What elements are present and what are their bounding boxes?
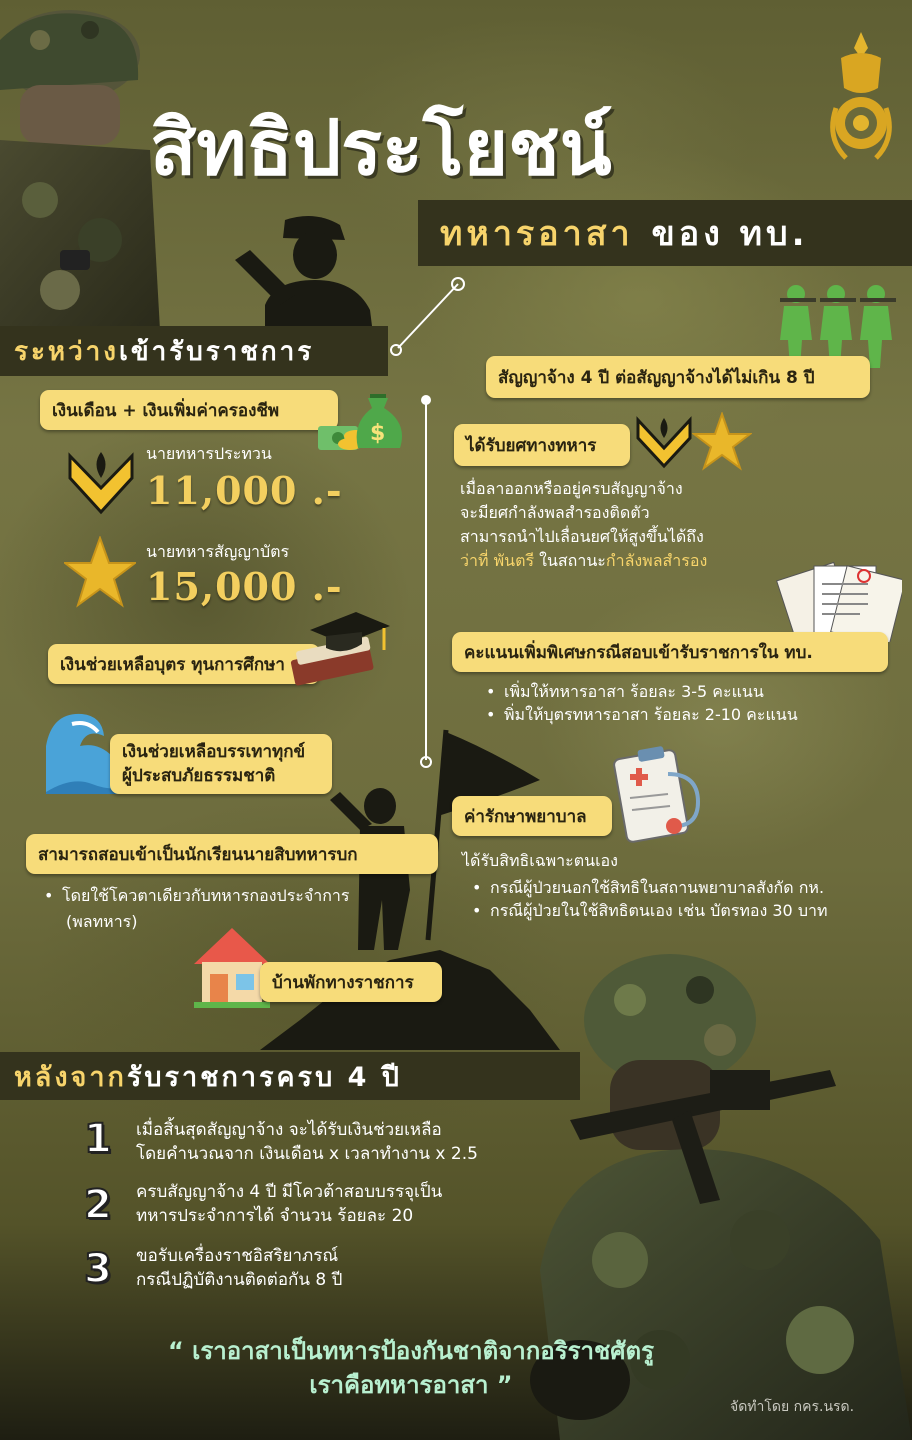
- rank-text-status: ในสถานะ: [534, 551, 606, 570]
- footer-quote-line-1: “ เราอาสาเป็นทหารป้องกันชาติจากอริราชศัตรู: [168, 1337, 654, 1365]
- military-rank-label: ได้รับยศทางทหาร: [454, 424, 630, 466]
- rank-text-2: จะมียศกำลังพลสำรองติดตัว: [460, 503, 650, 522]
- medical-clipboard-icon: [608, 744, 708, 844]
- nco-bullet-2: (พลทหาร): [66, 912, 138, 931]
- chevron-rank-icon: [634, 414, 694, 472]
- step-1-line-2: โดยคำนวณจาก เงินเดือน x เวลาทำงาน x 2.5: [136, 1144, 478, 1164]
- medical-bullet-2: • กรณีผู้ป่วยในใช้สิทธิตนเอง เช่น บัตรทอง 30 บาท: [468, 899, 828, 922]
- svg-text:$: $: [370, 421, 386, 446]
- star-rank-icon: [64, 536, 136, 608]
- step-3-line-2: กรณีปฏิบัติงานติดต่อกัน 8 ปี: [136, 1270, 343, 1290]
- during-heading-b: เข้ารับราชการ: [118, 336, 315, 367]
- score-bullets: [482, 680, 798, 726]
- footer-quote-line-2: เราคือทหารอาสา ”: [309, 1371, 513, 1399]
- nco-bullets: [40, 884, 350, 907]
- score-label: คะแนนเพิ่มพิเศษกรณีสอบเข้ารับราชการใน ทบ.: [452, 632, 888, 672]
- contract-label: สัญญาจ้าง 4 ปี ต่อสัญญาจ้างได้ไม่เกิน 8 ปี: [486, 356, 870, 398]
- step-2-number: 2: [84, 1182, 112, 1228]
- nco-exam-label: สามารถสอบเข้าเป็นนักเรียนนายสิบทหารบก: [26, 834, 438, 874]
- medical-bullet-1: • กรณีผู้ป่วยนอกใช้สิทธิในสถานพยาบาลสังกัด กห.: [468, 876, 828, 899]
- money-bag-icon: [318, 378, 408, 458]
- rank1-amount: 11,000 .-: [146, 468, 343, 513]
- subtitle-band: [418, 200, 912, 266]
- score-bullet-1: • เพิ่มให้ทหารอาสา ร้อยละ 3-5 คะแนน: [482, 680, 798, 703]
- score-bullet-2: • พิ่มให้บุตรทหารอาสา ร้อยละ 2-10 คะแนน: [482, 703, 798, 726]
- subtitle-army: ของ ทบ.: [651, 214, 809, 254]
- step-1-line-1: เมื่อสิ้นสุดสัญญาจ้าง จะได้รับเงินช่วยเหลือ: [136, 1120, 442, 1140]
- soldier-photo-top-left: [0, 0, 160, 330]
- star-rank-icon: [692, 412, 752, 472]
- documents-icon: [776, 560, 902, 642]
- rank-text-3: สามารถนำไปเลื่อนยศให้สูงขึ้นได้ถึง: [460, 527, 704, 546]
- step-1-number: 1: [84, 1116, 112, 1162]
- step-2-line-2: ทหารประจำการได้ จำนวน ร้อยละ 20: [136, 1206, 414, 1226]
- salary-label: เงินเดือน + เงินเพิ่มค่าครองชีพ: [40, 390, 338, 430]
- during-heading: [0, 326, 388, 376]
- rank2-label: นายทหารสัญญาบัตร: [146, 542, 290, 561]
- after-heading-b: รับราชการครบ 4 ปี: [126, 1061, 402, 1093]
- army-emblem-icon: [826, 28, 896, 168]
- rank-text-reserve: กำลังพลสำรอง: [605, 551, 708, 570]
- nco-bullet-1: • โดยใช้โควตาเดียวกับทหารกองประจำการ: [40, 884, 350, 907]
- step-3-line-1: ขอรับเครื่องราชอิสริยาภรณ์: [136, 1246, 339, 1266]
- rank-text-major: ว่าที่ พันตรี: [460, 551, 535, 570]
- rank1-label: นายทหารประทวน: [146, 444, 272, 463]
- after-heading-a: หลังจาก: [14, 1061, 127, 1093]
- footer-quote: [0, 1334, 912, 1402]
- chevron-rank-icon: [66, 448, 136, 520]
- subtitle-volunteer: ทหารอาสา: [440, 214, 634, 254]
- footer-credit: จัดทำโดย กคร.นรด.: [730, 1399, 855, 1415]
- child-aid-label: เงินช่วยเหลือบุตร ทุนการศึกษา: [48, 644, 320, 684]
- graduation-cap-icon: [286, 604, 396, 694]
- rank2-amount: 15,000 .-: [146, 564, 343, 609]
- housing-label: บ้านพักทางราชการ: [260, 962, 442, 1002]
- during-heading-a: ระหว่าง: [14, 336, 119, 367]
- medical-bullets: [468, 876, 828, 922]
- rank-text-1: เมื่อลาออกหรืออยู่ครบสัญญาจ้าง: [460, 479, 683, 498]
- after-heading: [0, 1052, 580, 1100]
- medical-text: ได้รับสิทธิเฉพาะตนเอง: [462, 851, 618, 870]
- page-title: สิทธิประโยชน์: [150, 103, 612, 192]
- disaster-aid-line-2: ผู้ประสบภัยธรรมชาติ: [122, 766, 276, 786]
- rank-text-4: [460, 550, 707, 572]
- disaster-aid-line-1: เงินช่วยเหลือบรรเทาทุกข์: [122, 742, 306, 762]
- step-3-number: 3: [84, 1246, 112, 1292]
- medical-label: ค่ารักษาพยาบาล: [452, 796, 612, 836]
- step-2-line-1: ครบสัญญาจ้าง 4 ปี มีโควต้าสอบบรรจุเป็น: [136, 1182, 443, 1202]
